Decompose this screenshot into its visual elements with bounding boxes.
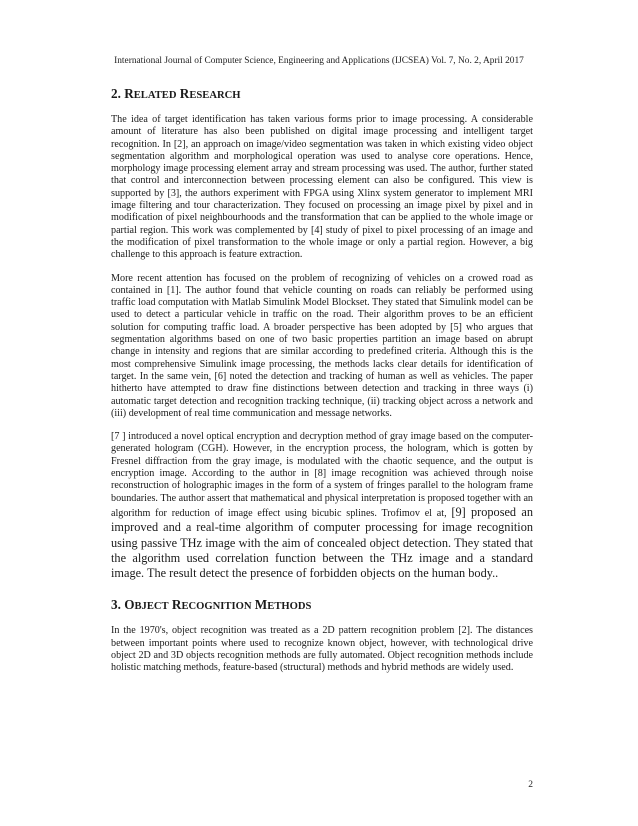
section-heading-object-recognition-methods xyxy=(111,597,533,615)
heading-letter: R xyxy=(171,597,182,613)
heading-smallcaps: ETHODS xyxy=(267,601,312,613)
section-number: 2. xyxy=(111,86,125,101)
heading-letter: R xyxy=(124,86,134,101)
section-number: 3. xyxy=(111,597,125,613)
heading-smallcaps: ECOGNITION xyxy=(181,601,252,613)
paragraph-text: [7 ] introduced a novel optical encryption and decryption method of gray image based on the computer-generated hologram (CGH). However, in the encryption process, the hologram, which is gotten by Fresnel diffraction from the gray image, is modulated with the chaotic sequence, and the output is encryption image. According to the author in [8] image recognition was achieved through noise reconstruction of holographic images in the form of a system of fringes parallel to the hologram frame boundaries. The author assert that mathematical and physical interpretation is proposed together with an algorithm for reduction of image effect using bicubic splines. Trofimov el at, xyxy=(111,431,533,519)
page-number: 2 xyxy=(528,780,533,790)
heading-letter: M xyxy=(254,597,268,613)
paragraph xyxy=(111,431,533,581)
heading-smallcaps: ESEARCH xyxy=(189,90,241,101)
heading-smallcaps: BJECT xyxy=(134,601,169,613)
paragraph: In the 1970's, object recognition was treated as a 2D pattern recognition problem [2]. The distances between important points where used to recognize known object, however, with technological drive object 2D and 3D objects recognition methods are fully automated. Object recognition methods include holistic matching methods, feature-based (structural) methods and hybrid methods are widely used. xyxy=(111,625,533,674)
heading-smallcaps: ELATED xyxy=(133,90,177,101)
heading-letter: R xyxy=(179,86,190,101)
running-header: International Journal of Computer Science, Engineering and Applications (IJCSEA) Vol. 7, No. 2, April 2017 xyxy=(114,56,524,66)
paragraph-text-large: [9] proposed an improved and a real-time algorithm of computer processing for image recognition using passive THz image with the aim of concealed object detection. They stated that the algorithm used correlation function between the THz image and a standard image. The result detect the presence of forbidden objects on the human body.. xyxy=(111,504,533,581)
paragraph: The idea of target identification has taken various forms prior to image processing. A considerable amount of literature has also been published on digital image processing and intelligent target recognition. In [2], an approach on image/video segmentation was taken in which existing video object segmentation algorithm and morphological operation was used to analyse core operations. Hence, morphology image processing element array and stream processing was used. The author, further stated that control and interconnection between processing element can also be configured. This view is supported by [3], the authors experiment with FPGA using Xlinx system generator to implement MRI image filtering and tour characterization. They focused on processing an image pixel by pixel and in modification of pixel neighbourhoods and the transformation that can be applied to the whole image or partial region. This work was complemented by [4] study of pixel to pixel processing of an image and the modification of pixel transformation to the whole image or only a partial region. However, a big challenge to this approach is feature extraction. xyxy=(111,114,533,261)
section-heading-related-research xyxy=(111,86,533,104)
heading-letter: O xyxy=(124,597,135,613)
page-body xyxy=(111,86,533,686)
paragraph: More recent attention has focused on the problem of recognizing of vehicles on a crowed road as contained in [1]. The author found that vehicle counting on roads can reliably be performed using traffic load computation with Matlab Simulink Model Blockset. They stated that Simulink model can be used to detect a particular vehicle in traffic on the road. Their algorithm proves to be an efficient solution for computing traffic load. A broader perspective has been adopted by [5] who argues that segmentation algorithms based on one of two basic properties partition an image based on abrupt change in intensity and regions that are similar according to predefined criteria. Although this is the most comprehensive Simulink image processing, the methods lacks clear details for identification of target. In the same vein, [6] noted the detection and tracking of human as well as vehicles. The paper hitherto have attempted to draw fine distinctions between detection and tracking in three ways (i) automatic target detection and recognition tracking technique, (ii) tracking object across a network and (iii) development of real time communication and message networks. xyxy=(111,272,533,419)
